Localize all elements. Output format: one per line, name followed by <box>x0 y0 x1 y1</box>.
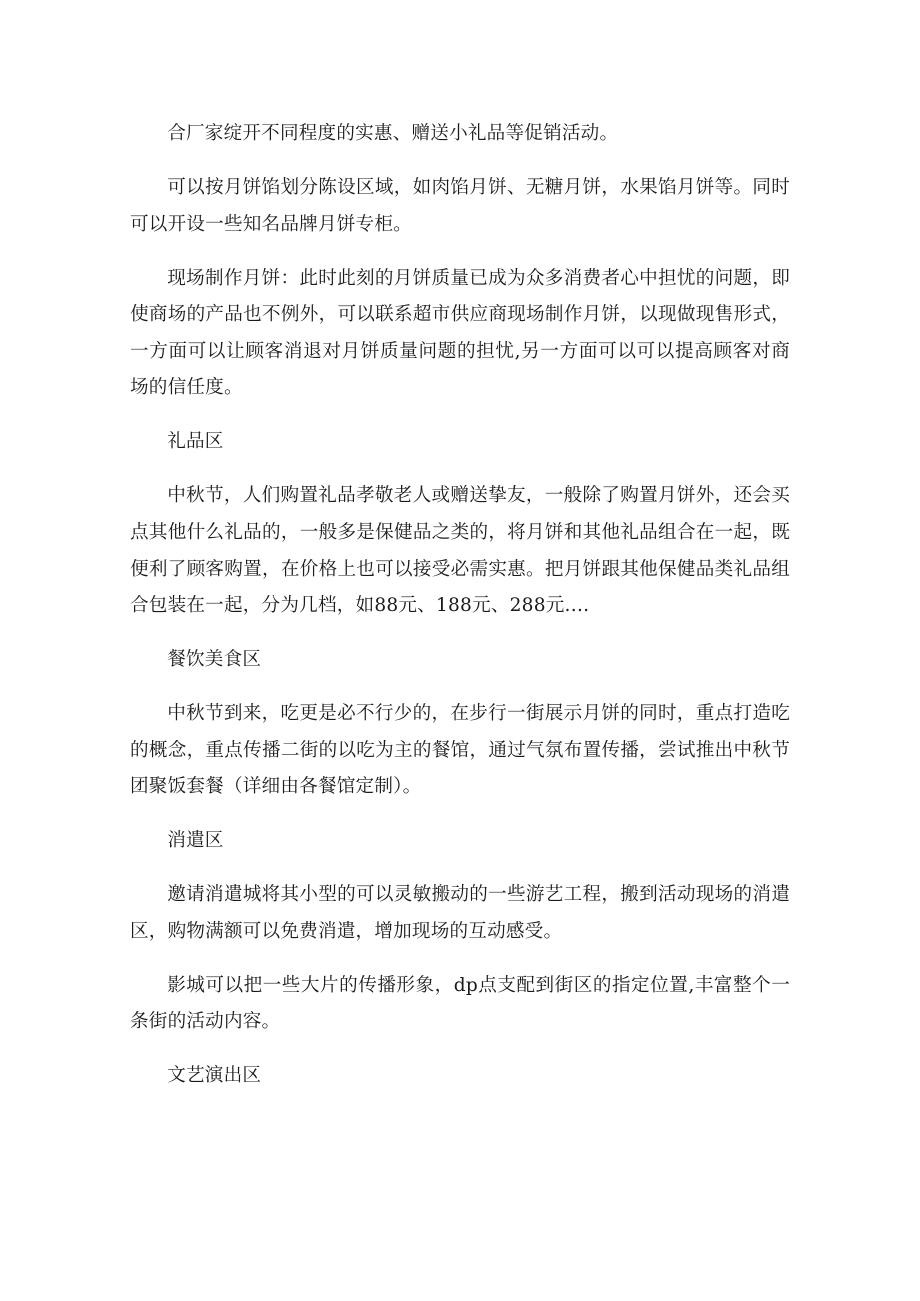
paragraph: 影城可以把一些大片的传播形象，dp点支配到街区的指定位置,丰富整个一条街的活动内容。 <box>130 974 790 1033</box>
paragraph: 合厂家绽开不同程度的实惠、赠送小礼品等促销活动。 <box>167 123 619 144</box>
paragraph: 可以按月饼馅划分陈设区域，如肉馅月饼、无糖月饼，水果馅月饼等。同时可以开设一些知名品牌月饼专柜。 <box>130 176 790 235</box>
section-heading: 礼品区 <box>167 431 224 453</box>
section-heading: 文艺演出区 <box>167 1065 262 1087</box>
paragraph: 现场制作月饼：此时此刻的月饼质量已成为众多消费者心中担忧的问题，即使商场的产品也不例外，可以联系超市供应商现场制作月饼，以现做现售形式，一方面可以让顾客消退对月饼质量问题的担忧,另一方面可以可以提高顾客对商场的信任度。 <box>130 267 790 399</box>
paragraph: 中秋节到来，吃更是必不行少的，在步行一街展示月饼的同时，重点打造吃的概念，重点传播二街的以吃为主的餐馆，通过气氛布置传播，尝试推出中秋节团聚饭套餐（详细由各餐馆定制）。 <box>130 703 790 798</box>
paragraph: 中秋节，人们购置礼品孝敬老人或赠送挚友，一般除了购置月饼外，还会买点其他什么礼品的，一般多是保健品之类的，将月饼和其他礼品组合在一起，既便利了顾客购置，在价格上也可以接受必需实惠。把月饼跟其他保健品类礼品组合包装在一起，分为几档，如88元、188元、288元.… <box>130 485 790 617</box>
section-heading: 消遣区 <box>167 830 224 852</box>
document-body <box>130 116 790 1112</box>
section-heading: 餐饮美食区 <box>167 649 262 671</box>
paragraph: 邀请消遣城将其小型的可以灵敏搬动的一些游艺工程，搬到活动现场的消遣区，购物满额可以免费消遣，增加现场的互动感受。 <box>130 884 790 942</box>
